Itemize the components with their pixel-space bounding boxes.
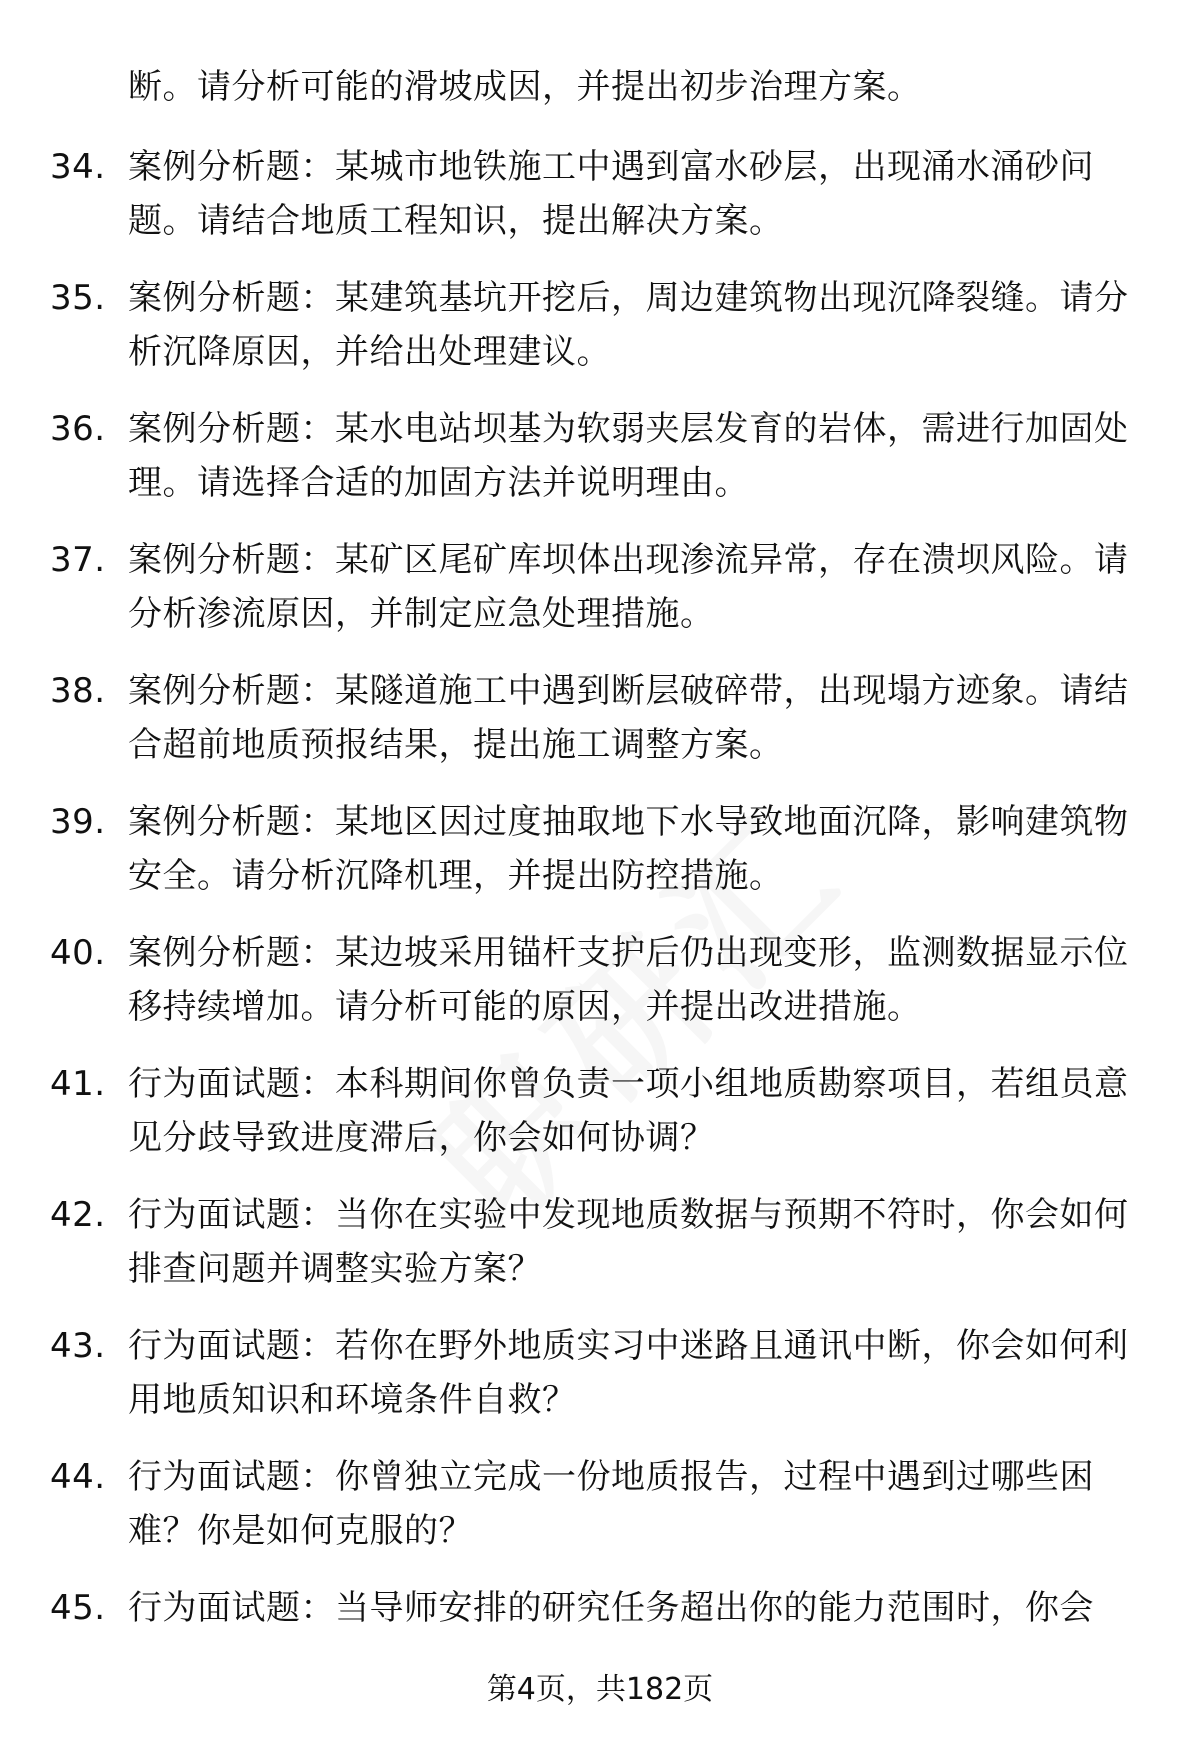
list-item: [0, 1188, 1200, 1296]
list-item: [0, 926, 1200, 1034]
item-number: 44.: [50, 1457, 106, 1497]
item-number: 36.: [50, 409, 106, 449]
list-item: [0, 1319, 1200, 1427]
item-text: 行为面试题：若你在野外地质实习中迷路且通讯中断，你会如何利用地质知识和环境条件自救？: [128, 1326, 1129, 1420]
item-text: 案例分析题：某水电站坝基为软弱夹层发育的岩体，需进行加固处理。请选择合适的加固方法并说明理由。: [128, 409, 1129, 503]
item-text: 案例分析题：某建筑基坑开挖后，周边建筑物出现沉降裂缝。请分析沉降原因，并给出处理建议。: [128, 278, 1129, 372]
page-footer: 第4页，共182页: [486, 1672, 714, 1707]
item-number: 40.: [50, 933, 106, 973]
item-text: 案例分析题：某隧道施工中遇到断层破碎带，出现塌方迹象。请结合超前地质预报结果，提出施工调整方案。: [128, 671, 1129, 765]
list-item: [0, 795, 1200, 903]
list-item: [0, 402, 1200, 510]
list-item: [0, 1057, 1200, 1165]
item-number: 35.: [50, 278, 106, 318]
item-number: 37.: [50, 540, 106, 580]
item-text: 案例分析题：某边坡采用锚杆支护后仍出现变形，监测数据显示位移持续增加。请分析可能的原因，并提出改进措施。: [128, 933, 1129, 1027]
item-number: 34.: [50, 147, 106, 187]
item-text: 案例分析题：某矿区尾矿库坝体出现渗流异常，存在溃坝风险。请分析渗流原因，并制定应急处理措施。: [128, 540, 1129, 634]
item-number: 38.: [50, 671, 106, 711]
list-item: [0, 533, 1200, 641]
item-text: 行为面试题：当导师安排的研究任务超出你的能力范围时，你会: [128, 1588, 1094, 1628]
list-item: [0, 664, 1200, 772]
item-text: 行为面试题：你曾独立完成一份地质报告，过程中遇到过哪些困难？你是如何克服的？: [128, 1457, 1094, 1551]
continued-paragraph: 断。请分析可能的滑坡成因，并提出初步治理方案。: [128, 67, 922, 107]
item-number: 41.: [50, 1064, 106, 1104]
list-item: [0, 271, 1200, 379]
item-number: 42.: [50, 1195, 106, 1235]
item-number: 45.: [50, 1588, 106, 1628]
item-text: 行为面试题：本科期间你曾负责一项小组地质勘察项目，若组员意见分歧导致进度滞后，你会如何协调？: [128, 1064, 1129, 1158]
item-number: 39.: [50, 802, 106, 842]
item-number: 43.: [50, 1326, 106, 1366]
item-text: 案例分析题：某城市地铁施工中遇到富水砂层，出现涌水涌砂问题。请结合地质工程知识，提出解决方案。: [128, 147, 1094, 241]
list-item: [0, 140, 1200, 248]
item-text: 案例分析题：某地区因过度抽取地下水导致地面沉降，影响建筑物安全。请分析沉降机理，并提出防控措施。: [128, 802, 1129, 896]
item-text: 行为面试题：当你在实验中发现地质数据与预期不符时，你会如何排查问题并调整实验方案？: [128, 1195, 1129, 1289]
list-item: [0, 1450, 1200, 1558]
question-list: [0, 140, 1200, 1712]
